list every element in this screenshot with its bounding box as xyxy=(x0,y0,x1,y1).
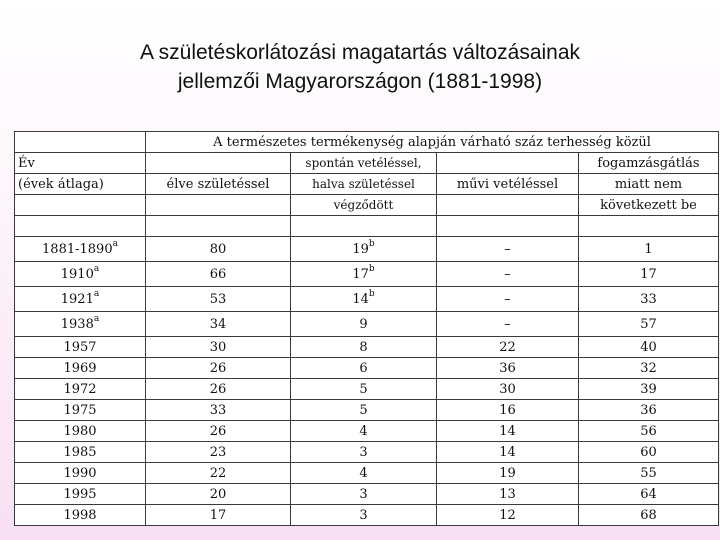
spontaneous-cell: 5 xyxy=(291,379,437,400)
header-spont-line-3: végződött xyxy=(291,195,437,216)
year-cell: 1998 xyxy=(15,505,146,526)
induced-cell: 16 xyxy=(437,400,579,421)
header-empty-cell xyxy=(15,132,146,153)
live-birth-cell: 22 xyxy=(146,463,291,484)
induced-cell: 36 xyxy=(437,358,579,379)
spontaneous-cell: 3 xyxy=(291,442,437,463)
contraception-cell: 68 xyxy=(579,505,719,526)
header-contra-line-1: fogamzásgátlás xyxy=(579,153,719,174)
footnote-marker: b xyxy=(368,264,375,275)
spontaneous-cell: 17$^b$ xyxy=(291,262,437,287)
year-cell: 1910$^a$ xyxy=(15,262,146,287)
live-birth-cell: 80 xyxy=(146,237,291,262)
spontaneous-cell: 14$^b$ xyxy=(291,287,437,312)
table-row xyxy=(15,337,719,358)
table-row xyxy=(15,421,719,442)
footnote-marker: b xyxy=(368,239,375,250)
spacer-cell xyxy=(579,216,719,237)
year-cell: 1972 xyxy=(15,379,146,400)
year-cell: 1881-1890$^a$ xyxy=(15,237,146,262)
contraception-cell: 64 xyxy=(579,484,719,505)
slide-title xyxy=(0,38,720,96)
live-birth-cell: 53 xyxy=(146,287,291,312)
induced-cell: – xyxy=(437,287,579,312)
spontaneous-cell: 3 xyxy=(291,484,437,505)
spontaneous-cell: 5 xyxy=(291,400,437,421)
induced-cell: 13 xyxy=(437,484,579,505)
live-birth-cell: 17 xyxy=(146,505,291,526)
year-cell: 1980 xyxy=(15,421,146,442)
header-induced: művi vetéléssel xyxy=(437,174,579,195)
spontaneous-cell: 4 xyxy=(291,421,437,442)
contraception-cell: 33 xyxy=(579,287,719,312)
header-empty-cell xyxy=(437,195,579,216)
year-cell: 1990 xyxy=(15,463,146,484)
header-year-line-2: (évek átlaga) xyxy=(15,174,146,195)
spontaneous-cell: 8 xyxy=(291,337,437,358)
pregnancy-outcome-table xyxy=(14,131,719,526)
table-row xyxy=(15,379,719,400)
contraception-cell: 60 xyxy=(579,442,719,463)
footnote-marker: a xyxy=(93,264,100,275)
year-cell: 1995 xyxy=(15,484,146,505)
table-row xyxy=(15,463,719,484)
contraception-cell: 17 xyxy=(579,262,719,287)
header-spont-line-1: spontán vetéléssel, xyxy=(291,153,437,174)
spacer-cell xyxy=(146,216,291,237)
live-birth-cell: 33 xyxy=(146,400,291,421)
table-row xyxy=(15,287,719,312)
header-empty-cell xyxy=(146,153,291,174)
table-row xyxy=(15,400,719,421)
live-birth-cell: 20 xyxy=(146,484,291,505)
year-cell: 1969 xyxy=(15,358,146,379)
induced-cell: 14 xyxy=(437,442,579,463)
table-row xyxy=(15,262,719,287)
header-spanning: A természetes termékenység alapján várható száz terhesség közül xyxy=(146,132,719,153)
live-birth-cell: 30 xyxy=(146,337,291,358)
header-live-birth: élve születéssel xyxy=(146,174,291,195)
induced-cell: 12 xyxy=(437,505,579,526)
year-cell: 1985 xyxy=(15,442,146,463)
year-cell: 1975 xyxy=(15,400,146,421)
contraception-cell: 39 xyxy=(579,379,719,400)
footnote-marker: a xyxy=(112,239,118,250)
contraception-cell: 40 xyxy=(579,337,719,358)
footnote-marker: b xyxy=(368,289,375,300)
induced-cell: 14 xyxy=(437,421,579,442)
header-contra-line-3: következett be xyxy=(579,195,719,216)
header-year-line-1: Év xyxy=(15,153,146,174)
year-cell: 1938$^a$ xyxy=(15,312,146,337)
footnote-marker: a xyxy=(93,314,100,325)
spontaneous-cell: 9 xyxy=(291,312,437,337)
header-spont-line-2: halva születéssel xyxy=(291,174,437,195)
induced-cell: – xyxy=(437,262,579,287)
contraception-cell: 1 xyxy=(579,237,719,262)
live-birth-cell: 26 xyxy=(146,358,291,379)
contraception-cell: 55 xyxy=(579,463,719,484)
spontaneous-cell: 6 xyxy=(291,358,437,379)
header-empty-cell xyxy=(146,195,291,216)
contraception-cell: 56 xyxy=(579,421,719,442)
table-row xyxy=(15,442,719,463)
contraception-cell: 32 xyxy=(579,358,719,379)
induced-cell: 30 xyxy=(437,379,579,400)
year-cell: 1921$^a$ xyxy=(15,287,146,312)
live-birth-cell: 26 xyxy=(146,379,291,400)
title-line-1: A születéskorlátozási magatartás változásainak xyxy=(139,41,581,64)
header-contra-line-2: miatt nem xyxy=(579,174,719,195)
table-row xyxy=(15,505,719,526)
spontaneous-cell: 4 xyxy=(291,463,437,484)
induced-cell: 19 xyxy=(437,463,579,484)
table-row xyxy=(15,484,719,505)
footnote-marker: a xyxy=(93,289,100,300)
table-row xyxy=(15,237,719,262)
title-line-2: jellemzői Magyarországon (1881-1998) xyxy=(177,70,543,93)
header-empty-cell xyxy=(15,195,146,216)
live-birth-cell: 23 xyxy=(146,442,291,463)
spacer-cell xyxy=(15,216,146,237)
table-row xyxy=(15,358,719,379)
live-birth-cell: 26 xyxy=(146,421,291,442)
contraception-cell: 57 xyxy=(579,312,719,337)
induced-cell: – xyxy=(437,312,579,337)
spacer-cell xyxy=(437,216,579,237)
year-cell: 1957 xyxy=(15,337,146,358)
contraception-cell: 36 xyxy=(579,400,719,421)
spacer-cell xyxy=(291,216,437,237)
live-birth-cell: 66 xyxy=(146,262,291,287)
spontaneous-cell: 19$^b$ xyxy=(291,237,437,262)
table-row xyxy=(15,312,719,337)
header-empty-cell xyxy=(437,153,579,174)
live-birth-cell: 34 xyxy=(146,312,291,337)
spontaneous-cell: 3 xyxy=(291,505,437,526)
induced-cell: – xyxy=(437,237,579,262)
induced-cell: 22 xyxy=(437,337,579,358)
